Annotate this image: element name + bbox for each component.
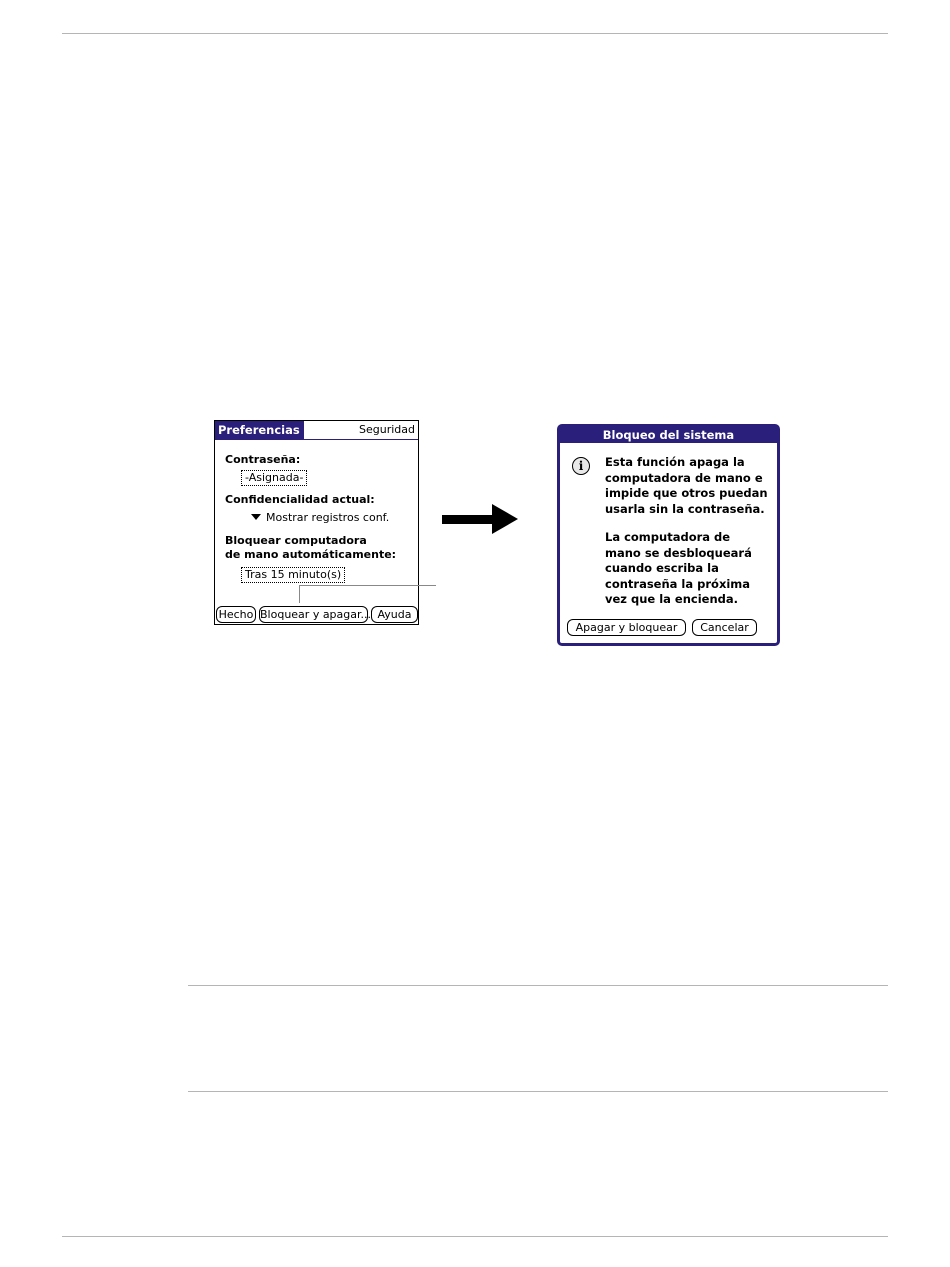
dialog-line: computadora de mano e: [605, 470, 763, 485]
dialog-line: cuando escriba la: [605, 561, 719, 575]
dialog-line: La computadora de: [605, 530, 731, 544]
dialog-paragraph-1: [605, 455, 777, 517]
dialog-line: usarla sin la contraseña.: [605, 501, 765, 516]
done-button[interactable]: Hecho: [216, 606, 256, 623]
dialog-line: mano se desbloqueará: [605, 545, 752, 560]
dropdown-triangle-icon: [251, 514, 261, 520]
security-preferences-screen: [214, 420, 419, 625]
callout-line-vertical: [299, 585, 300, 603]
right-arrow-icon: [442, 515, 494, 524]
dialog-line: impide que otros puedan: [605, 486, 768, 500]
right-arrow-head-icon: [492, 504, 518, 534]
top-rule: [62, 33, 888, 34]
title-bar: [215, 421, 418, 440]
password-box[interactable]: -Asignada-: [241, 470, 307, 486]
power-off-and-lock-button[interactable]: Apagar y bloquear: [567, 619, 686, 636]
privacy-label: Confidencialidad actual:: [225, 493, 375, 506]
dialog-paragraph-2: [605, 530, 777, 608]
info-icon: i: [572, 457, 590, 475]
dialog-line: Esta función apaga la: [605, 455, 745, 469]
cancel-button[interactable]: Cancelar: [692, 619, 757, 636]
password-label: Contraseña:: [225, 453, 301, 466]
callout-line-horizontal: [299, 585, 436, 586]
system-lockout-dialog: [557, 424, 780, 646]
dialog-title: Bloqueo del sistema: [560, 427, 777, 443]
category-picker[interactable]: Seguridad: [359, 423, 415, 436]
note-bottom-rule: [188, 1091, 888, 1092]
bottom-rule: [62, 1236, 888, 1237]
help-button[interactable]: Ayuda: [371, 606, 418, 623]
app-title: Preferencias: [215, 421, 304, 439]
autolock-box[interactable]: Tras 15 minuto(s): [241, 567, 345, 583]
autolock-label-line1: Bloquear computadora: [225, 534, 367, 547]
dialog-line: vez que la encienda.: [605, 592, 739, 606]
note-top-rule: [188, 985, 888, 986]
autolock-label-line2: de mano automáticamente:: [225, 548, 397, 561]
privacy-value: Mostrar registros conf.: [266, 511, 390, 524]
dialog-line: contraseña la próxima: [605, 576, 751, 591]
lock-and-power-off-button[interactable]: Bloquear y apagar...: [260, 608, 372, 621]
privacy-picker[interactable]: [251, 511, 389, 525]
